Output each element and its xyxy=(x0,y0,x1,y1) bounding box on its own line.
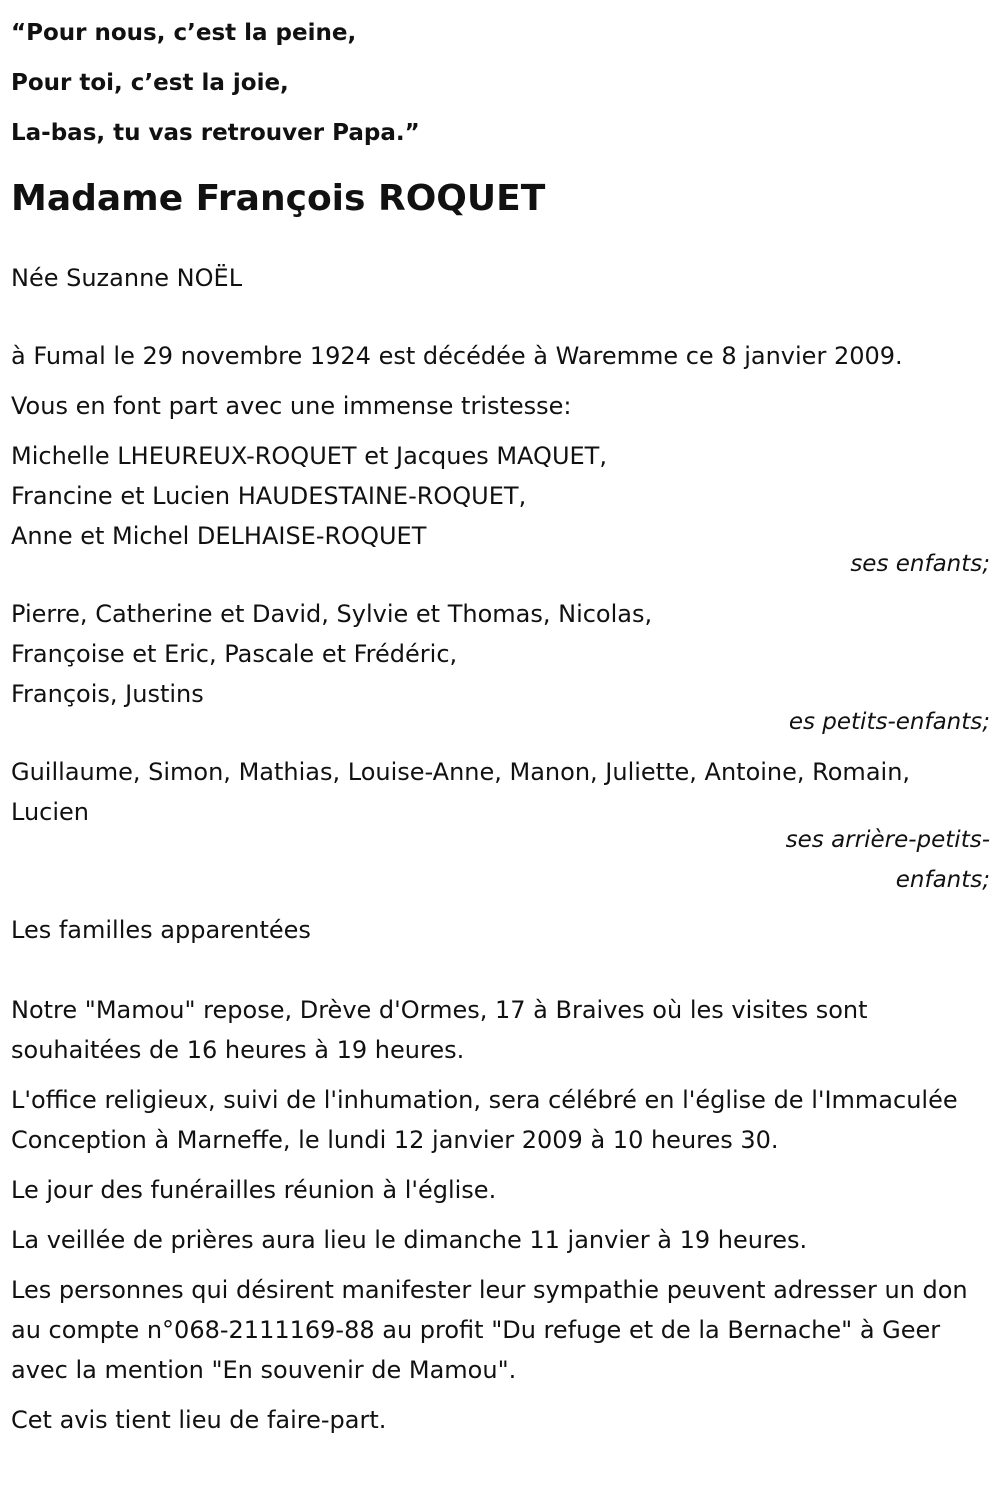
epitaph-quote xyxy=(11,0,990,158)
children-role: ses enfants; xyxy=(850,551,990,577)
great-grandchildren-names: Guillaume, Simon, Mathias, Louise-Anne, Manon, Juliette, Antoine, Romain, Lucien xyxy=(11,758,911,826)
quote-line-2: Pour toi, c’est la joie, xyxy=(11,70,289,96)
children-block xyxy=(11,436,990,584)
grandchildren-line-2: Françoise et Eric, Pascale et Frédéric, xyxy=(11,640,458,668)
grandchildren-line-1: Pierre, Catherine et David, Sylvie et Thomas, Nicolas, xyxy=(11,600,653,628)
great-grandchildren-block xyxy=(11,752,990,900)
deceased-name: Madame François ROQUET xyxy=(11,178,546,219)
announcement: Vous en font part avec une immense tristesse: xyxy=(11,392,572,420)
relatives: Les familles apparentées xyxy=(11,916,311,944)
vigil-info: La veillée de prières aura lieu le dimanche 11 janvier à 19 heures. xyxy=(11,1226,808,1254)
children-line-3: Anne et Michel DELHAISE-ROQUET xyxy=(11,522,427,550)
great-grandchildren-role-wrap xyxy=(750,820,990,900)
great-grandchildren-role: ses arrière-petits-enfants; xyxy=(785,827,990,893)
quote-line-3: La-bas, tu vas retrouver Papa.” xyxy=(11,120,420,146)
service-info: L'office religieux, suivi de l'inhumation, sera célébré en l'église de l'Immaculée Conception à Marneffe, le lundi 12 janvier 2009 à 10 heures 30. xyxy=(11,1086,958,1154)
repose-info: Notre "Mamou" repose, Drève d'Ormes, 17 à Braives où les visites sont souhaitées de 16 heures à 19 heures. xyxy=(11,996,868,1064)
children-line-1: Michelle LHEUREUX-ROQUET et Jacques MAQUET, xyxy=(11,442,607,470)
meeting-info: Le jour des funérailles réunion à l'église. xyxy=(11,1176,497,1204)
grandchildren-role: es petits-enfants; xyxy=(788,709,990,735)
grandchildren-block xyxy=(11,594,990,742)
children-line-2: Francine et Lucien HAUDESTAINE-ROQUET, xyxy=(11,482,527,510)
grandchildren-line-3: François, Justins xyxy=(11,680,204,708)
notice-info: Cet avis tient lieu de faire-part. xyxy=(11,1406,387,1434)
donation-info: Les personnes qui désirent manifester leur sympathie peuvent adresser un don au compte n°068-2111169-88 au profit "Du refuge et de la Bernache" à Geer avec la mention "En souvenir de Mamou". xyxy=(11,1276,968,1384)
death-info: à Fumal le 29 novembre 1924 est décédée à Waremme ce 8 janvier 2009. xyxy=(11,342,903,370)
quote-line-1: “Pour nous, c’est la peine, xyxy=(11,20,357,46)
birth-name: Née Suzanne NOËL xyxy=(11,264,243,292)
